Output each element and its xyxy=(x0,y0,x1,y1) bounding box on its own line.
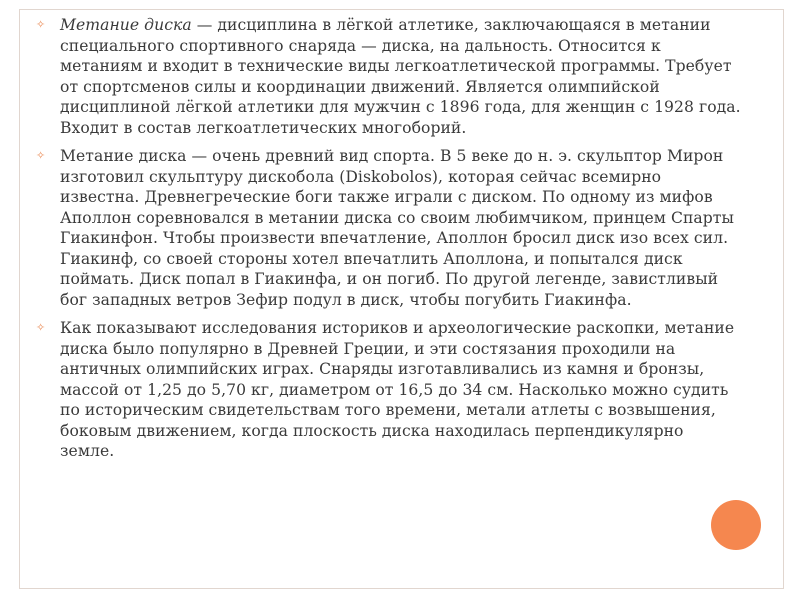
paragraph-text: Как показывают исследования историков и археологические раскопки, метание диска было популярно в Древней Греции, и эти состязания проходили на античных олимпийских играх. Снаряды изготавливались из камня и бронзы, массой от 1,25 до 5,70 кг, диаметром от 16,5 до 34 см. Насколько можно судить по историческим свидетельствам того времени, метали атлеты с возвышения, боковым движением, когда плоскость диска находилась перпендикулярно земле. xyxy=(60,319,735,460)
paragraph-text: Метание диска — очень древний вид спорта. В 5 веке до н. э. скульптор Мирон изготовил скульптуру дискобола (Diskobolos), которая сейчас всемирно известна. Древнегреческие боги также играли с диском. По одному из мифов Аполлон соревновался в метании диска со своим любимчиком, принцем Спарты Гиакинфон. Чтобы произвести впечатление, Аполлон бросил диск изо всех сил. Гиакинф, со своей стороны хотел впечатлить Аполлона, и попытался диск поймать. Диск попал в Гиакинфа, и он погиб. По другой легенде, завистливый бог западных ветров Зефир подул в диск, чтобы погубить Гиакинфа. xyxy=(60,147,734,309)
bullet-icon: ✧ xyxy=(36,321,46,334)
paragraph-history xyxy=(36,146,741,310)
paragraph-text: — дисциплина в лёгкой атлетике, заключающаяся в метании специального спортивного снаряда — диска, на дальность. Относится к метаниям и входит в технические виды легкоатлетической программы. Требует от спортсменов силы и координации движений. Является олимпийской дисциплиной лёгкой атлетики для мужчин с 1896 года, для женщин с 1928 года. Входит в состав легкоатлетических многоборий. xyxy=(60,16,741,137)
slide-content xyxy=(36,15,741,470)
paragraph-definition xyxy=(36,15,741,138)
decorative-circle xyxy=(711,500,761,550)
bullet-icon: ✧ xyxy=(36,18,46,31)
paragraph-lead-term: Метание диска xyxy=(60,16,192,34)
paragraph-archaeology xyxy=(36,318,741,462)
bullet-icon: ✧ xyxy=(36,149,46,162)
